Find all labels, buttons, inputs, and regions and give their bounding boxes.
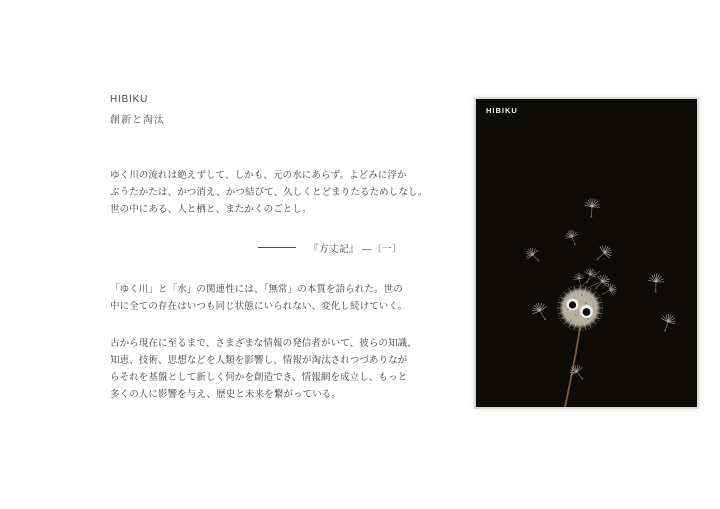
article-column	[110, 94, 428, 403]
paragraph-line: 古から現在に至るまで、さまざまな情報の発信者がいて、彼らの知識、	[110, 338, 417, 349]
paragraph-line: らそれを基盤として新しく何かを創造でき、情報網を成立し、もっと	[110, 372, 408, 383]
poster	[474, 97, 699, 409]
quote-line: ぶうたかたは、かつ消え、かつ結びて、久しくとどまりたるためしなし。	[110, 187, 428, 198]
brand-title: HIBIKU	[110, 94, 149, 105]
dandelion-stem	[565, 328, 580, 407]
paragraph-line: 多くの人に影響を与え、歴史と未来を繋がっている。	[110, 389, 341, 400]
paragraph-line: 「ゆく川」と「水」の関連性には、「無常」の本質を語られた。世の	[110, 284, 403, 295]
quote-line: ゆく川の流れは絶えずして、しかも、元の水にあらず。よどみに浮か	[110, 170, 407, 181]
floating-seeds	[523, 197, 678, 384]
dandelion-illustration	[476, 99, 697, 407]
poster-brand-title: HIBIKU	[486, 106, 518, 115]
googly-eye-right	[580, 305, 593, 318]
citation-row	[258, 241, 410, 254]
dandelion-head	[558, 286, 603, 331]
commentary-paragraph	[110, 281, 410, 315]
paragraph-line: 知恵、技術、思想などを人類を影響し、情報が淘汰されつづありなが	[110, 355, 408, 366]
quote-paragraph	[110, 167, 428, 218]
concept-paragraph	[110, 335, 417, 403]
article-subtitle: 創新と淘汰	[110, 115, 165, 126]
paragraph-line: 中に全ての存在はいつも同じ状態にいられない、変化し続けていく。	[110, 301, 408, 312]
googly-eye-left	[567, 299, 579, 311]
citation-dash-line	[258, 247, 296, 248]
citation-source: 『方丈記』 —〔一〕	[309, 243, 403, 255]
quote-line: 世の中にある、人と栖と、またかくのごとし。	[110, 204, 312, 215]
